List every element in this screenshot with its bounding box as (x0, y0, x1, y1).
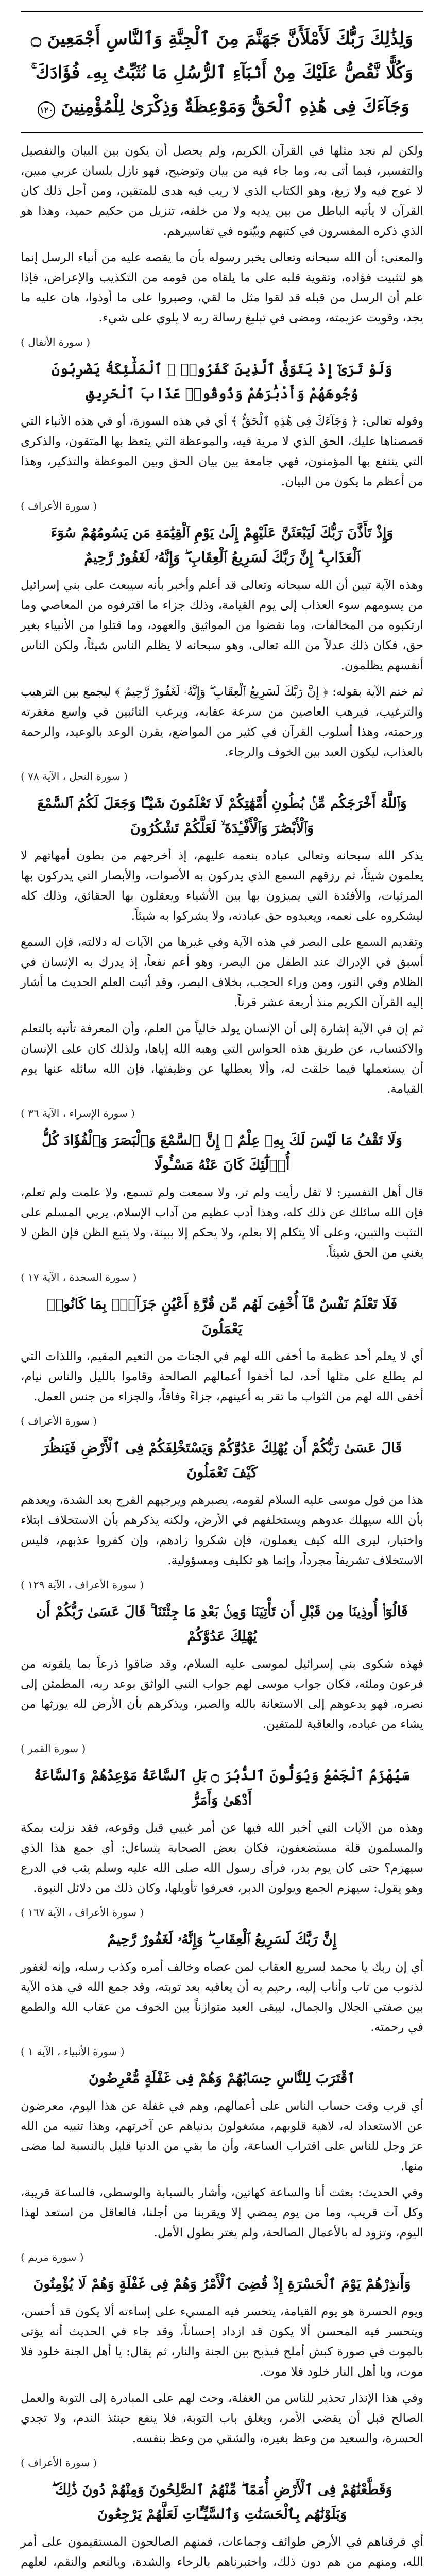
commentary-paragraph: وهذه الآية تبين أن الله سبحانه وتعالى قد أعلم وأخبر بأنه سيبعث على بني إسرائيل من يسومهم سوء العذاب إلى يوم القيامة، وذلك جزاء ما اقترفوه من المعاصي وما ارتكبوه من المخالفات، وما نقضوا من المواثيق والعهود، وما قتلوا من الأنبياء بغير حق، فكان ذلك عدلاً من الله تعالى، وهو سبحانه لا يظلم الناس شيئاً، ولكن الناس أنفسهم يظلمون. (21, 579, 423, 672)
surah-citation: ( سورة الأعراف ) (21, 1415, 97, 1427)
commentary-paragraph: وفي هذا الإنذار تحذير للناس من الغفلة، وحث لهم على المبادرة إلى التوبة والعمل الصالح قبل أن يقضى الأمر، ويغلق باب التوبة، فلا ينفع حينئذ الندم، ولا تجدي الحسرة، والسعيد من وعظ بغيره، والشقي من وعظ بنفسه. (21, 2392, 423, 2445)
surah-citation: ( سورة الإسراء ، الآية ٣٦ ) (21, 1107, 135, 1120)
ayah-number-marker: ١٢٠ (38, 101, 55, 119)
commentary-paragraph: ثم ختم الآية بقوله: ﴿ إِنَّ رَبَّكَ لَسَرِيعُ ٱلْعِقَابِ ۖ وَإِنَّهُۥ لَغَفُورٌ رَّحِيمٌ ﴾ ليجمع بين الترهيب والترغيب، فيرهب العاصين من سرعة عقابه، ويرغب التائبين في واسع مغفرته ورحمته، وهذا أسلوب القرآن في كثير من المواضع، يقرن الوعد بالوعيد، والرحمة بالعذاب، ليكون العبد بين الخوف والرجاء. (21, 685, 423, 759)
commentary-paragraph: والمعنى: أن الله سبحانه وتعالى يخبر رسوله بأن ما يقصه عليه من أنباء الرسل إنما هو لتثبيت فؤاده، وتقوية قلبه على ما يلقاه من قومه من التكذيب والإعراض، فإذا علم أن الرسل من قبله قد لقوا مثل ما لقي، وصبروا على ما أوذوا، هان عليه ما يجد، وقويت عزيمته، ومضى في تبليغ رسالة ربه لا يلوي على شيء. (21, 251, 423, 325)
surah-citation: ( سورة الأعراف ) (21, 500, 97, 512)
commentary-paragraph: هذا من قول موسى عليه السلام لقومه، يصبرهم ويرجيهم الفرج بعد الشدة، ويعدهم بأن الله سيهلك عدوهم ويستخلفهم في الأرض، ولكنه يذكرهم بأن الاستخلاف ابتلاء واختبار، ليرى الله كيف يعملون، فإن شكروا زادهم، وإن كفروا عذبهم، فليس الاستخلاف تشريفاً مجرداً، وإنما هو تكليف ومسؤولية. (21, 1494, 423, 1567)
quranic-verse-quote: وَٱللَّهُ أَخْرَجَكُم مِّنۢ بُطُونِ أُمَّهَٰتِكُمْ لَا تَعْلَمُونَ شَيْـًٔا وَجَعَلَ لَكُمُ ٱلسَّمْعَ وَٱلْأَبْصَٰرَ وَٱلْأَفْـِٔدَةَ ۙ لَعَلَّكُمْ تَشْكُرُونَ (37, 795, 407, 836)
commentary-paragraph: قال أهل التفسير: لا تقل رأيت ولم تر، ولا سمعت ولم تسمع، ولا علمت ولم تعلم، فإن الله سائلك عن ذلك كله، وهذا أدب عظيم من آداب الإسلام، يربي المسلم على التثبت والتبين، وعلى ألا يتكلم إلا بعلم، ولا يحكم إلا ببينة، ولا يتبع الظن فإن الظن لا يغني من الحق شيئاً. (21, 1186, 423, 1260)
quranic-verse-quote: قَالَ عَسَىٰ رَبُّكُمْ أَن يُهْلِكَ عَدُوَّكُمْ وَيَسْتَخْلِفَكُمْ فِى ٱلْأَرْضِ فَيَنظُرَ كَيْفَ تَعْمَلُونَ (42, 1440, 402, 1481)
quranic-verse-quote: فَلَا تَعْلَمُ نَفْسٌ مَّآ أُخْفِىَ لَهُم مِّن قُرَّةِ أَعْيُنٍ جَزَآءًۢ بِمَا كَانُوا۟ يَعْمَلُونَ (46, 1296, 398, 1337)
quranic-verse-quote: وَلَا تَقْفُ مَا لَيْسَ لَكَ بِهِۦ عِلْمٌ ۚ إِنَّ ٱلسَّمْعَ وَٱلْبَصَرَ وَٱلْفُؤَادَ كُلُّ أُو۟لَٰٓئِكَ كَانَ عَنْهُ مَسْـُٔولًا (42, 1132, 402, 1173)
commentary-paragraph: وتقديم السمع على البصر في هذه الآية وفي غيرها من الآيات له دلالته، فإن السمع أسبق في الإدراك عند الطفل من البصر، وهو أعم نفعاً، إذ يدرك به الإنسان في الظلام وفي النور، ومن وراء الحجب، بخلاف البصر، وقد أثبت العلم الحديث ما أشار إليه القرآن الكريم منذ أربعة عشر قرناً. (21, 936, 423, 1009)
surah-citation: ( سورة النحل ، الآية ٧٨ ) (21, 770, 128, 783)
header-verse-text: وَلِذَٰلِكَ رَبُّكَ لَأَمْلَأَنَّ جَهَنَّمَ مِنَ ٱلْجِنَّةِ وَٱلنَّاسِ أَجْمَعِينَ ۝ وَكُلًّا نَّقُصُّ عَلَيْكَ مِنْ أَنۢبَآءِ ٱلرُّسُلِ مَا نُثَبِّتُ بِهِۦ فُؤَادَكَ ۚ وَجَآءَكَ فِى هَٰذِهِ ٱلْحَقُّ وَمَوْعِظَةٌ وَذِكْرَىٰ لِلْمُؤْمِنِينَ (31, 28, 413, 117)
commentary-paragraph: فهذه شكوى بني إسرائيل لموسى عليه السلام، وقد ضاقوا ذرعاً بما يلقونه من فرعون وملئه، فكان جواب موسى لهم جواب النبي الواثق بوعد ربه، المطمئن إلى نصره، فهو يدعوهم إلى الاستعانة بالله والصبر، ويذكرهم بأن الأرض لله يورثها من يشاء من عباده، والعاقبة للمتقين. (21, 1657, 423, 1731)
header-verse (21, 11, 423, 133)
commentary-paragraph: أي إن ربك يا محمد لسريع العقاب لمن عصاه وخالف أمره وكذب رسله، وإنه لغفور لذنوب من تاب وأناب إليه، رحيم به أن يعاقبه بعد توبته، وقد جمع الله في هذه الآية بين صفتي الجلال والجمال، ليبقى العبد متوازناً بين الخوف من عقاب الله والطمع في رحمته. (21, 1960, 423, 2034)
surah-citation: ( سورة الأعراف ، الآية ١٦٧ ) (21, 1906, 144, 1919)
commentary-paragraph: وقوله تعالى: ﴿ وَجَآءَكَ فِى هَٰذِهِ ٱلْحَقُّ ﴾ أي في هذه السورة، أو في هذه الأنباء التي قصصناها عليك، الحق الذي لا مرية فيه، والموعظة التي يتعظ بها المتقون، والذكرى التي ينتفع بها المؤمنون، فهي جامعة بين بيان الحق وبين الموعظة والتذكير، وهذا من أعظم ما يكون من البيان. (21, 415, 423, 488)
surah-citation: ( سورة الأعراف ، الآية ١٢٩ ) (21, 1579, 144, 1591)
commentary-paragraph: ثم إن في الآية إشارة إلى أن الإنسان يولد خالياً من العلم، وأن المعرفة تأتيه بالتعلم والاكتساب، عن طريق هذه الحواس التي وهبه الله إياها، ولذلك كان على الإنسان أن يستعملها فيما خلقت له، وألا يعطلها عن وظيفتها، فإن الله سائله عنها يوم القيامة. (21, 1022, 423, 1096)
commentary-paragraph: ويوم الحسرة هو يوم القيامة، يتحسر فيه المسيء على إساءته ألا يكون قد أحسن، ويتحسر فيه المحسن ألا يكون قد ازداد إحساناً، وقد جاء في الحديث أنه يؤتى بالموت في صورة كبش أملح فيذبح بين الجنة والنار، ثم يقال: يا أهل الجنة خلود فلا موت، ويا أهل النار خلود فلا موت. (21, 2305, 423, 2379)
surah-citation: ( سورة الأعراف ) (21, 2456, 97, 2469)
commentary-paragraph: أي لا يعلم أحد عظمة ما أخفى الله لهم في الجنات من النعيم المقيم، واللذات التي لم يطلع على مثلها أحد، لما أخفوا أعمالهم الصالحة وقاموا بالليل والناس نيام، أخفى الله لهم من الثواب ما تقر به أعينهم، جزاءً وفاقاً، والجزاء من جنس العمل. (21, 1350, 423, 1403)
commentary-paragraph: ولكن لم نجد مثلها في القرآن الكريم، ولم يحصل أن يكون بين البيان والتفصيل والتفسير، فيما أتى به، وما جاء فيه من بيان وتوضيح، فهو نازل بلسان عربي مبين، لا عوج فيه ولا زيغ، وهو الكتاب الذي لا ريب فيه هدى للمتقين، ومن أجل ذلك كان القرآن لا يأتيه الباطل من بين يديه ولا من خلفه، تنزيل من حكيم حميد، وهذا هو الذي ذكره المفسرون في كتبهم وبيّنوه في تفاسيرهم. (21, 144, 423, 238)
commentary-paragraph: وهذه من الآيات التي أخبر الله فيها عن أمر غيبي قبل وقوعه، فقد نزلت بمكة والمسلمون قلة مستضعفون، فكان بعض الصحابة يتساءل: أي جمع هذا الذي سيهزم؟ حتى كان يوم بدر، فرأى رسول الله صلى الله عليه وسلم يثب في الدرع وهو يقول: سيهزم الجمع ويولون الدبر، فعرفوا تأويلها، وكان ذلك من دلائل النبوة. (21, 1821, 423, 1895)
commentary-paragraph: يذكر الله سبحانه وتعالى عباده بنعمه عليهم، إذ أخرجهم من بطون أمهاتهم لا يعلمون شيئاً، ثم رزقهم السمع الذي يدركون به الأصوات، والأبصار التي يدركون بها المرئيات، والأفئدة التي يميزون بها بين الأشياء ويعقلون بها الحقائق، وذلك كله ليشكروه على نعمه، ويعبدوه حق عبادته، ولا يشركوا به شيئاً. (21, 849, 423, 923)
quranic-verse-quote: إِنَّ رَبَّكَ لَسَرِيعُ ٱلْعِقَابِ ۖ وَإِنَّهُۥ لَغَفُورٌ رَّحِيمٌ (107, 1931, 337, 1947)
commentary-paragraph: أي قرب وقت حساب الناس على أعمالهم، وهم في غفلة عن هذا اليوم، معرضون عن الاستعداد له، لاهية قلوبهم، مشغولون بدنياهم عن آخرتهم، وهذا تنبيه من الله عز وجل للناس على اقتراب الساعة، وأن ما بقي من الدنيا قليل بالنسبة لما مضى منها. (21, 2099, 423, 2173)
surah-citation: ( سورة السجدة ، الآية ١٧ ) (21, 1271, 137, 1283)
surah-citation: ( سورة القمر ) (21, 1742, 86, 1755)
quranic-verse-quote: سَيُهْزَمُ ٱلْجَمْعُ وَيُوَلُّونَ ٱلدُّبُرَ ۝ بَلِ ٱلسَّاعَةُ مَوْعِدُهُمْ وَٱلسَّاعَةُ أَدْهَىٰ وَأَمَرُّ (34, 1768, 410, 1808)
commentary-body (21, 141, 423, 2576)
quranic-verse-quote: ٱقْتَرَبَ لِلنَّاسِ حِسَابُهُمْ وَهُمْ فِى غَفْلَةٍ مُّعْرِضُونَ (89, 2071, 355, 2087)
commentary-paragraph: أي فرقناهم في الأرض طوائف وجماعات، فمنهم الصالحون المستقيمون على أمر الله، ومنهم من هم دون ذلك، واختبرناهم بالرخاء والشدة، وبالنعم والنقم، لعلهم (21, 2535, 423, 2569)
quranic-verse-quote: قَالُوٓا۟ أُوذِينَا مِن قَبْلِ أَن تَأْتِيَنَا وَمِنۢ بَعْدِ مَا جِئْتَنَا ۚ قَالَ عَسَىٰ رَبُّكُمْ أَن يُهْلِكَ عَدُوَّكُمْ (36, 1604, 408, 1645)
commentary-paragraph: وفي الحديث: بعثت أنا والساعة كهاتين، وأشار بالسبابة والوسطى، فالساعة قريبة، وكل آت قريب، وما من يوم يمضي إلا ويقربنا من أجلنا، فالعاقل من استعد لهذا اليوم، وتزود له بالأعمال الصالحة، ولم يغتر بطول الأمل. (21, 2186, 423, 2240)
surah-citation: ( سورة الأنبياء ، الآية ١ ) (21, 2045, 125, 2058)
quranic-verse-quote: وَلَوْ تَرَىٰٓ إِذْ يَتَوَفَّى ٱلَّذِينَ كَفَرُوا۟ ۙ ٱلْمَلَٰٓئِكَةُ يَضْرِبُونَ وُجُوهَهُمْ وَأَدْبَٰرَهُمْ وَذُوقُوا۟ عَذَابَ ٱلْحَرِيقِ (52, 361, 392, 402)
surah-citation: ( سورة الأنفال ) (21, 336, 91, 348)
quranic-verse-quote: وَقَطَّعْنَٰهُمْ فِى ٱلْأَرْضِ أُمَمًا ۖ مِّنْهُمُ ٱلصَّٰلِحُونَ وَمِنْهُمْ دُونَ ذَٰلِكَ ۖ وَبَلَوْنَٰهُم بِٱلْحَسَنَٰتِ وَٱلسَّيِّـَٔاتِ لَعَلَّهُمْ يَرْجِعُونَ (52, 2482, 392, 2522)
surah-citation: ( سورة مريم ) (21, 2251, 84, 2263)
quranic-verse-quote: وَأَنذِرْهُمْ يَوْمَ ٱلْحَسْرَةِ إِذْ قُضِىَ ٱلْأَمْرُ وَهُمْ فِى غَفْلَةٍ وَهُمْ لَا يُؤْمِنُونَ (33, 2276, 411, 2292)
quranic-verse-quote: وَإِذْ تَأَذَّنَ رَبُّكَ لَيَبْعَثَنَّ عَلَيْهِمْ إِلَىٰ يَوْمِ ٱلْقِيَٰمَةِ مَن يَسُومُهُمْ سُوٓءَ ٱلْعَذَابِ ۗ إِنَّ رَبَّكَ لَسَرِيعُ ٱلْعِقَابِ ۖ وَإِنَّهُۥ لَغَفُورٌ رَّحِيمٌ (50, 525, 394, 566)
